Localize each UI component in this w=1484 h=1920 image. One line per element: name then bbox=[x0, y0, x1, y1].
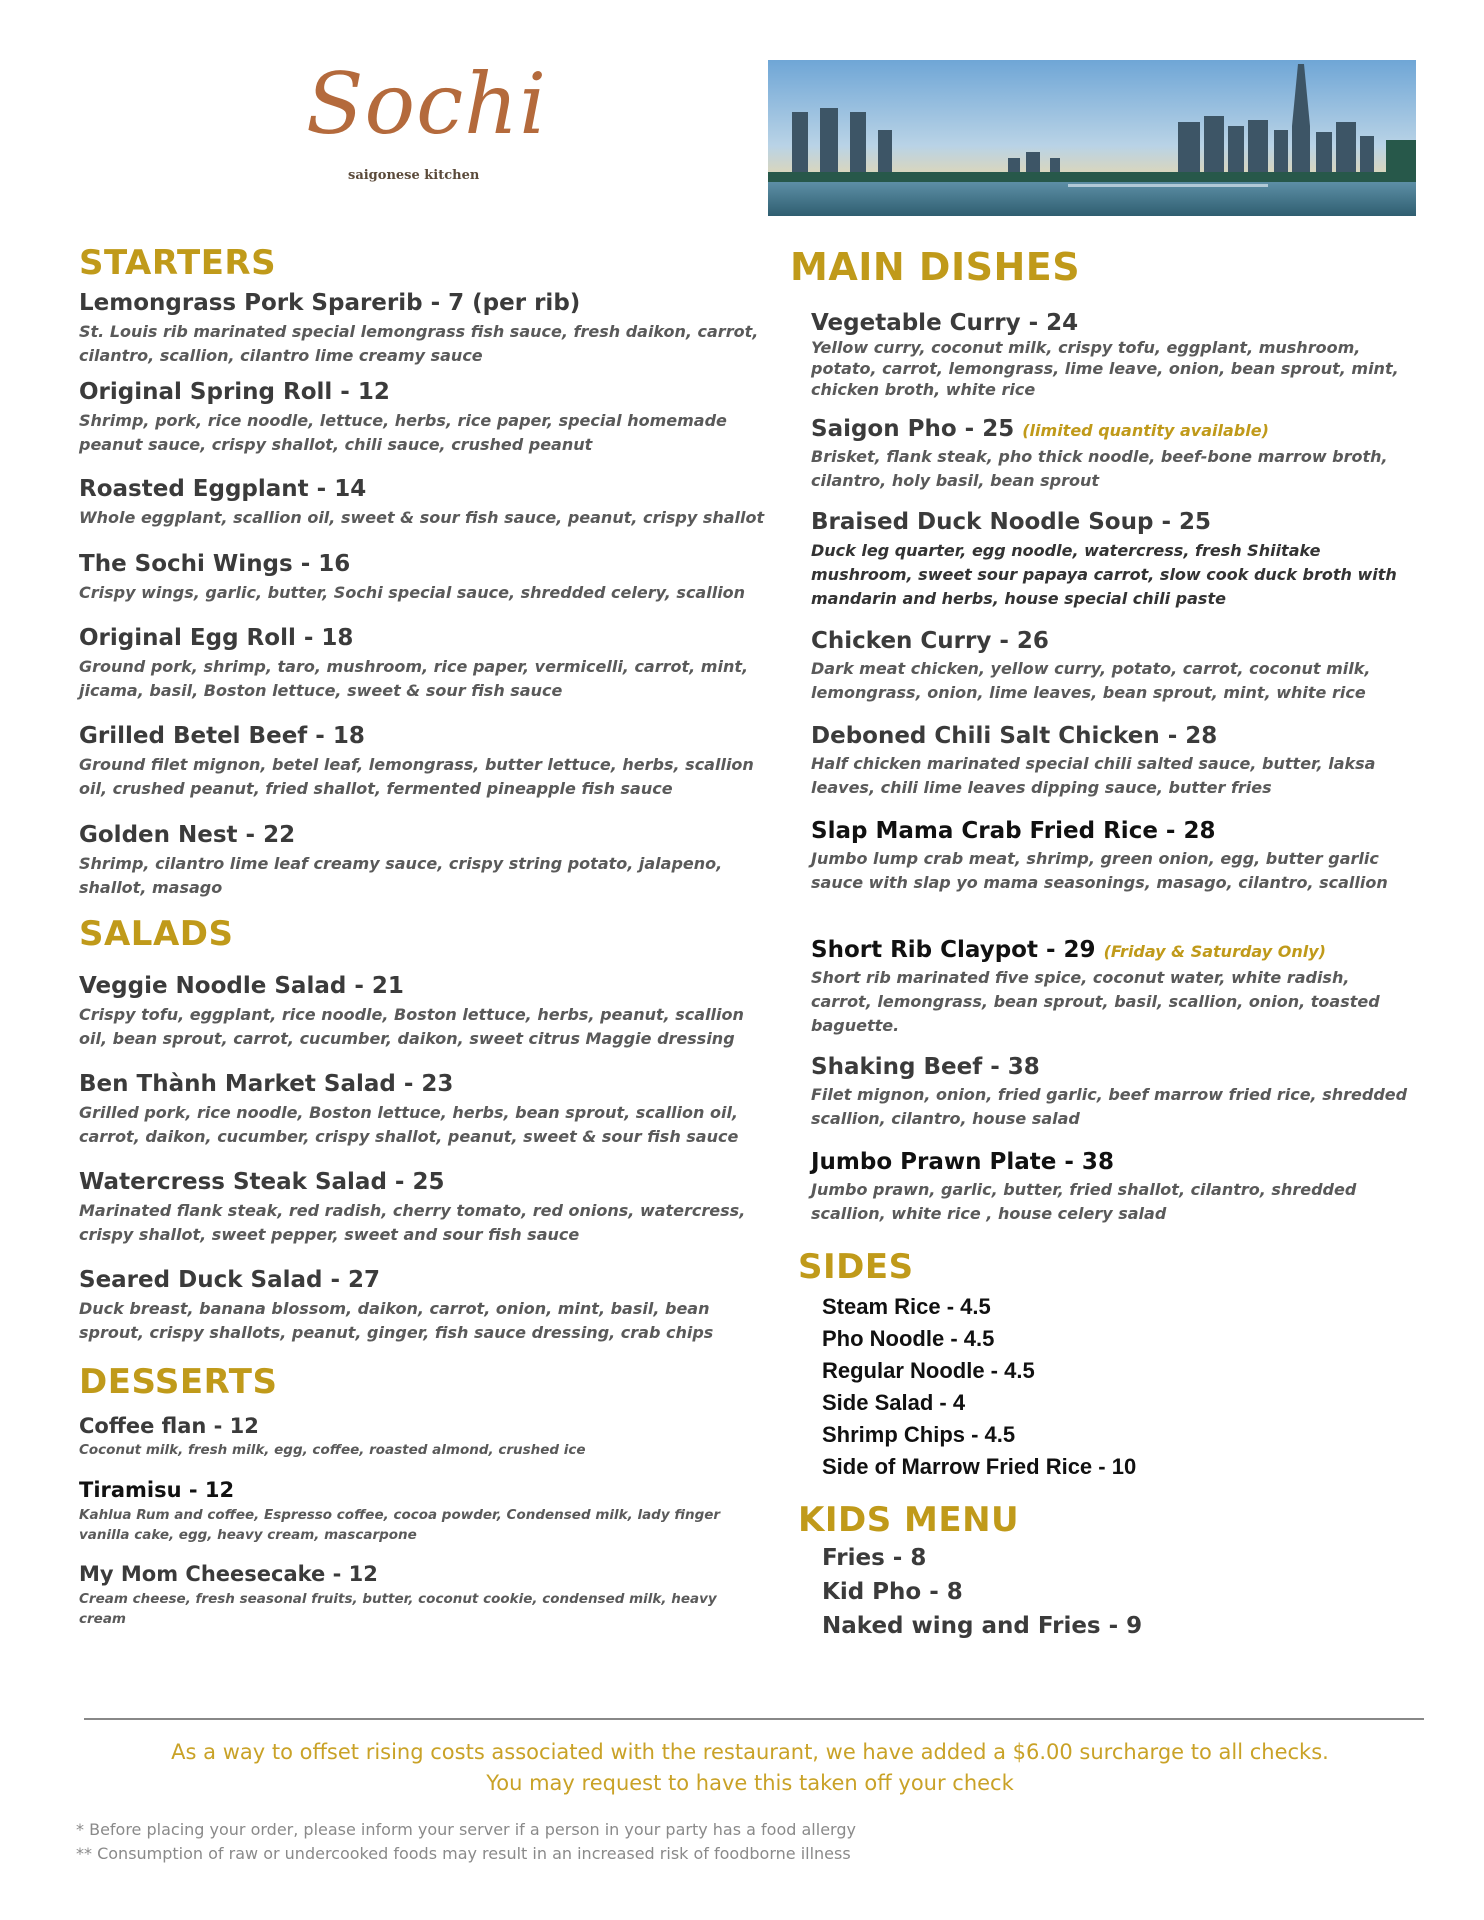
side-item: Pho Noodle - 4.5 bbox=[822, 1326, 995, 1351]
side-item: Side Salad - 4 bbox=[822, 1390, 966, 1415]
logo-tagline: saigonese kitchen bbox=[348, 168, 480, 183]
side-item: Side of Marrow Fried Rice - 10 bbox=[822, 1454, 1137, 1479]
kids-item: Fries - 8 bbox=[822, 1545, 927, 1571]
dessert-item-desc: Coconut milk, fresh milk, egg, coffee, roasted almond, crushed ice bbox=[79, 1442, 586, 1458]
starter-item-desc: Shrimp, pork, rice noodle, lettuce, herbs, rice paper, special homemade peanut sauce, crispy shallot, chili sauce, crushed peanut bbox=[79, 411, 727, 454]
main-item-name: Vegetable Curry - 24 bbox=[811, 310, 1079, 336]
starter-item-name: Grilled Betel Beef - 18 bbox=[79, 723, 365, 749]
main-item-desc: Filet mignon, onion, fried garlic, beef marrow fried rice, shredded scallion, cilantro, house salad bbox=[811, 1085, 1408, 1128]
salad-item-name: Watercress Steak Salad - 25 bbox=[79, 1169, 445, 1195]
kids-item: Naked wing and Fries - 9 bbox=[822, 1613, 1143, 1639]
dessert-item-name: Coffee flan - 12 bbox=[79, 1414, 259, 1438]
starter-item-desc: Shrimp, cilantro lime leaf creamy sauce, crispy string potato, jalapeno, shallot, masago bbox=[79, 854, 723, 897]
starter-item-desc: St. Louis rib marinated special lemongrass fish sauce, fresh daikon, carrot, cilantro, scallion, cilantro lime creamy sauce bbox=[79, 322, 759, 365]
starter-item-desc: Whole eggplant, scallion oil, sweet & sour fish sauce, peanut, crispy shallot bbox=[79, 508, 765, 527]
starter-item-desc: Ground filet mignon, betel leaf, lemongrass, butter lettuce, herbs, scallion oil, crushed peanut, fried shallot, fermented pineapple fish sauce bbox=[79, 755, 754, 798]
main-item-desc: Dark meat chicken, yellow curry, potato, carrot, coconut milk, lemongrass, onion, lime leaves, bean sprout, mint, white rice bbox=[811, 659, 1371, 702]
main-item-name: Jumbo Prawn Plate - 38 bbox=[811, 1149, 1114, 1175]
city-skyline-image bbox=[768, 60, 1416, 216]
main-item-desc: Jumbo prawn, garlic, butter, fried shallot, cilantro, shredded scallion, white rice , house celery salad bbox=[811, 1180, 1357, 1223]
salad-item-desc: Grilled pork, rice noodle, Boston lettuce, herbs, bean sprout, scallion oil, carrot, daikon, cucumber, crispy shallot, peanut, sweet & sour fish sauce bbox=[79, 1103, 739, 1146]
starter-item-name: Lemongrass Pork Sparerib - 7 (per rib) bbox=[79, 290, 581, 316]
salad-item-name: Ben Thành Market Salad - 23 bbox=[79, 1071, 454, 1097]
starter-item-name: Original Egg Roll - 18 bbox=[79, 625, 354, 651]
raw-food-footnote: ** Consumption of raw or undercooked foods may result in an increased risk of foodborne illness bbox=[76, 1844, 851, 1863]
salads-heading: SALADS bbox=[79, 914, 234, 954]
main-item-name: Chicken Curry - 26 bbox=[811, 628, 1049, 654]
starters-heading: STARTERS bbox=[79, 243, 277, 283]
availability-note: (Friday & Saturday Only) bbox=[1103, 942, 1326, 961]
salad-item-desc: Duck breast, banana blossom, daikon, carrot, onion, mint, basil, bean sprout, crispy shallots, peanut, ginger, fish sauce dressing, crab chips bbox=[79, 1299, 714, 1342]
salad-item-name: Veggie Noodle Salad - 21 bbox=[79, 973, 404, 999]
main-item-name: Short Rib Claypot - 29 (Friday & Saturday Only) bbox=[811, 937, 1326, 963]
main-item-desc: Duck leg quarter, egg noodle, watercress, fresh Shiitake mushroom, sweet sour papaya carrot, slow cook duck broth with mandarin and herbs, house special chili paste bbox=[811, 541, 1397, 608]
allergy-footnote: * Before placing your order, please inform your server if a person in your party has a food allergy bbox=[76, 1820, 856, 1839]
sides-heading: SIDES bbox=[798, 1247, 914, 1287]
side-item: Steam Rice - 4.5 bbox=[822, 1294, 991, 1319]
main-item-name: Saigon Pho - 25 (limited quantity available) bbox=[811, 416, 1269, 442]
starter-item-name: Original Spring Roll - 12 bbox=[79, 379, 390, 405]
dessert-item-desc: Kahlua Rum and coffee, Espresso coffee, cocoa powder, Condensed milk, lady finger vanilla cake, egg, heavy cream, mascarpone bbox=[79, 1507, 721, 1543]
dessert-item-desc: Cream cheese, fresh seasonal fruits, butter, coconut cookie, condensed milk, heavy cream bbox=[79, 1591, 717, 1627]
availability-note: (limited quantity available) bbox=[1022, 421, 1269, 440]
main-item-desc: Short rib marinated five spice, coconut water, white radish, carrot, lemongrass, bean sprout, basil, scallion, onion, toasted baguette. bbox=[811, 968, 1380, 1035]
starter-item-desc: Ground pork, shrimp, taro, mushroom, rice paper, vermicelli, carrot, mint, jicama, basil, Boston lettuce, sweet & sour fish sauce bbox=[79, 657, 749, 700]
starter-item-name: Golden Nest - 22 bbox=[79, 822, 296, 848]
side-item: Regular Noodle - 4.5 bbox=[822, 1358, 1035, 1383]
footer-divider bbox=[84, 1718, 1424, 1720]
main-dishes-heading: MAIN DISHES bbox=[790, 245, 1081, 289]
main-item-desc: Brisket, flank steak, pho thick noodle, beef-bone marrow broth, cilantro, holy basil, bean sprout bbox=[811, 447, 1388, 490]
salad-item-desc: Marinated flank steak, red radish, cherry tomato, red onions, watercress, crispy shallot, sweet pepper, sweet and sour fish sauce bbox=[79, 1201, 746, 1244]
main-item-name: Shaking Beef - 38 bbox=[811, 1054, 1040, 1080]
starter-item-desc: Crispy wings, garlic, butter, Sochi special sauce, shredded celery, scallion bbox=[79, 583, 746, 602]
surcharge-notice: As a way to offset rising costs associated with the restaurant, we have added a $6.00 surcharge to all checks. bbox=[171, 1740, 1329, 1764]
kids-menu-heading: KIDS MENU bbox=[798, 1500, 1020, 1540]
salad-item-desc: Crispy tofu, eggplant, rice noodle, Boston lettuce, herbs, peanut, scallion oil, bean sprout, carrot, cucumber, daikon, sweet citrus Maggie dressing bbox=[79, 1005, 744, 1048]
starter-item-name: The Sochi Wings - 16 bbox=[79, 551, 351, 577]
kids-item: Kid Pho - 8 bbox=[822, 1579, 963, 1605]
logo-wordmark: Sochi bbox=[306, 55, 548, 153]
main-item-name: Slap Mama Crab Fried Rice - 28 bbox=[811, 818, 1216, 844]
main-item-desc: Jumbo lump crab meat, shrimp, green onion, egg, butter garlic sauce with slap yo mama seasonings, masago, cilantro, scallion bbox=[811, 849, 1388, 892]
side-item: Shrimp Chips - 4.5 bbox=[822, 1422, 1016, 1447]
main-item-name: Braised Duck Noodle Soup - 25 bbox=[811, 509, 1212, 535]
surcharge-removal-note: You may request to have this taken off your check bbox=[486, 1771, 1014, 1795]
dessert-item-name: My Mom Cheesecake - 12 bbox=[79, 1562, 378, 1586]
restaurant-logo bbox=[300, 55, 548, 192]
desserts-heading: DESSERTS bbox=[79, 1362, 278, 1402]
dessert-item-name: Tiramisu - 12 bbox=[79, 1478, 235, 1502]
salad-item-name: Seared Duck Salad - 27 bbox=[79, 1267, 381, 1293]
main-item-desc: Half chicken marinated special chili salted sauce, butter, laksa leaves, chili lime leaves dipping sauce, butter fries bbox=[811, 754, 1376, 797]
main-item-desc: Yellow curry, coconut milk, crispy tofu, eggplant, mushroom, potato, carrot, lemongrass, lime leave, onion, bean sprout, mint, chicken broth, white rice bbox=[811, 338, 1399, 399]
starter-item-name: Roasted Eggplant - 14 bbox=[79, 476, 367, 502]
main-item-name: Deboned Chili Salt Chicken - 28 bbox=[811, 723, 1218, 749]
